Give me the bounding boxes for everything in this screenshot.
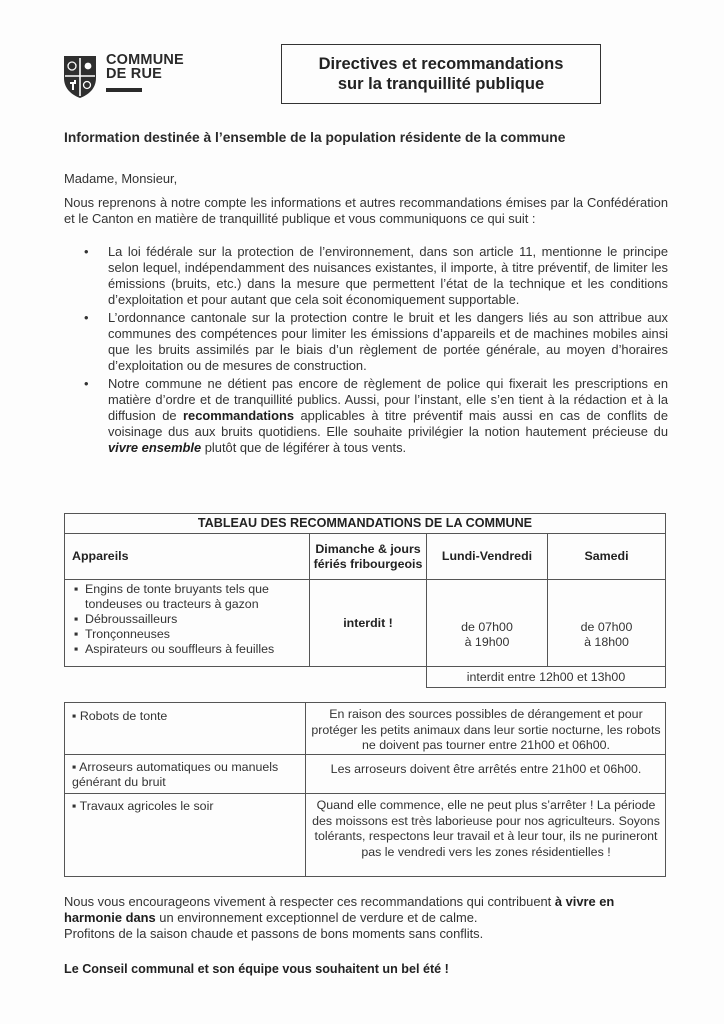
table-row-note: En raison des sources possibles de dérangement et pour protéger les petits animaux dans leur sortie nocturne, les robots ne doivent pas tourner entre 21h00 et 06h00. (311, 707, 661, 752)
bullet-list (64, 244, 668, 458)
document-title: Directives et recommandations sur la tranquillité publique (281, 44, 601, 104)
commune-underline (106, 88, 142, 92)
header-samedi: Samedi (584, 549, 629, 563)
table-title: TABLEAU DES RECOMMANDATIONS DE LA COMMUNE (197, 516, 533, 530)
samedi-hours: de 07h00 à 18h00 (580, 620, 633, 649)
header-appareils: Appareils (72, 549, 129, 563)
list-item: ▪ Aspirateurs ou souffleurs à feuilles (74, 642, 275, 656)
greeting: Madame, Monsieur, (64, 171, 178, 186)
table-row-note: Quand elle commence, elle ne peut plus s’arrêter ! La période des moissons est très laborieuse pour nos agriculteurs. Soyons tolérants, respectons leur travail et à leur tour, ils ne purineront pas le vendredi vers les zones résidentielles ! (312, 798, 660, 859)
signature-line: Le Conseil communal et son équipe vous souhaitent un bel été ! (64, 962, 449, 976)
table-row-note: Les arroseurs doivent être arrêtés entre 21h00 et 06h00. (330, 762, 642, 776)
header-dimanche: Dimanche & jours fériés fribourgeois (313, 541, 423, 571)
additional-recommendations-table (64, 702, 666, 877)
table-row-item: ▪ Arroseurs automatiques ou manuels générant du bruit (72, 760, 279, 789)
list-item: ▪ Engins de tonte bruyants tels que tondeuses ou tracteurs à gazon (74, 582, 269, 611)
recommendations-table (64, 513, 666, 688)
closing-paragraph: Nous vous encourageons vivement à respecter ces recommandations qui contribuent à vivre en harmonie dans un environnement exceptionnel de verdure et de calme. Profitons de la saison chaude et passons de bons moments sans conflits. (64, 894, 615, 941)
bullet-item: • Notre commune ne détient pas encore de règlement de police qui fixerait les prescriptions en matière d’ordre et de tranquillité publics. Aussi, pour l’instant, elle s’en tient à la rédaction et à la diffusion de recommandations applicables à titre préventif mais aussi en cas de conflits de voisinage dus aux bruits quotidiens. Elle souhaite privilégier la notion hautement précieuse du vivre ensemble plutôt que de légiférer à tous vents. (84, 376, 669, 455)
midi-note: interdit entre 12h00 et 13h00 (466, 670, 626, 684)
table-row-item: ▪ Robots de tonte (72, 709, 168, 723)
coat-of-arms-logo (62, 54, 98, 100)
list-item: ▪ Débroussailleurs (74, 612, 178, 626)
subheading: Information destinée à l’ensemble de la population résidente de la commune (64, 130, 566, 145)
intro-paragraph: Nous reprenons à notre compte les informations et autres recommandations émises par la Confédération et le Canton en matière de tranquillité publique et vous communiquons ce qui suit : (64, 195, 668, 226)
list-item: ▪ Tronçonneuses (74, 627, 170, 641)
dimanche-value: interdit ! (343, 615, 393, 630)
header-lundi-vendredi: Lundi-Vendredi (441, 549, 533, 563)
commune-name: COMMUNE DE RUE (106, 52, 184, 82)
lundi-vendredi-hours: de 07h00 à 19h00 (461, 620, 513, 649)
bullet-item: • La loi fédérale sur la protection de l’environnement, dans son article 11, mentionne le principe selon lequel, indépendamment des nuisances existantes, il importe, à titre préventif, de limiter les émissions (bruits, etc.) dans la mesure que permettent l’état de la technique et les conditions d’exploitation et pour autant que cela soit économiquement supportable. (84, 244, 668, 307)
appliance-list (72, 582, 304, 657)
bullet-item: • L’ordonnance cantonale sur la protection contre le bruit et les dangers liés au son attribue aux communes des compétences pour limiter les émissions d’appareils et de machines mobiles ainsi que les bruits assimilés par le biais d’un règlement de portée générale, au moyen d’horaires d’exploitation ou de mesures de construction. (84, 310, 668, 373)
table-row-item: ▪ Travaux agricoles le soir (72, 799, 214, 813)
